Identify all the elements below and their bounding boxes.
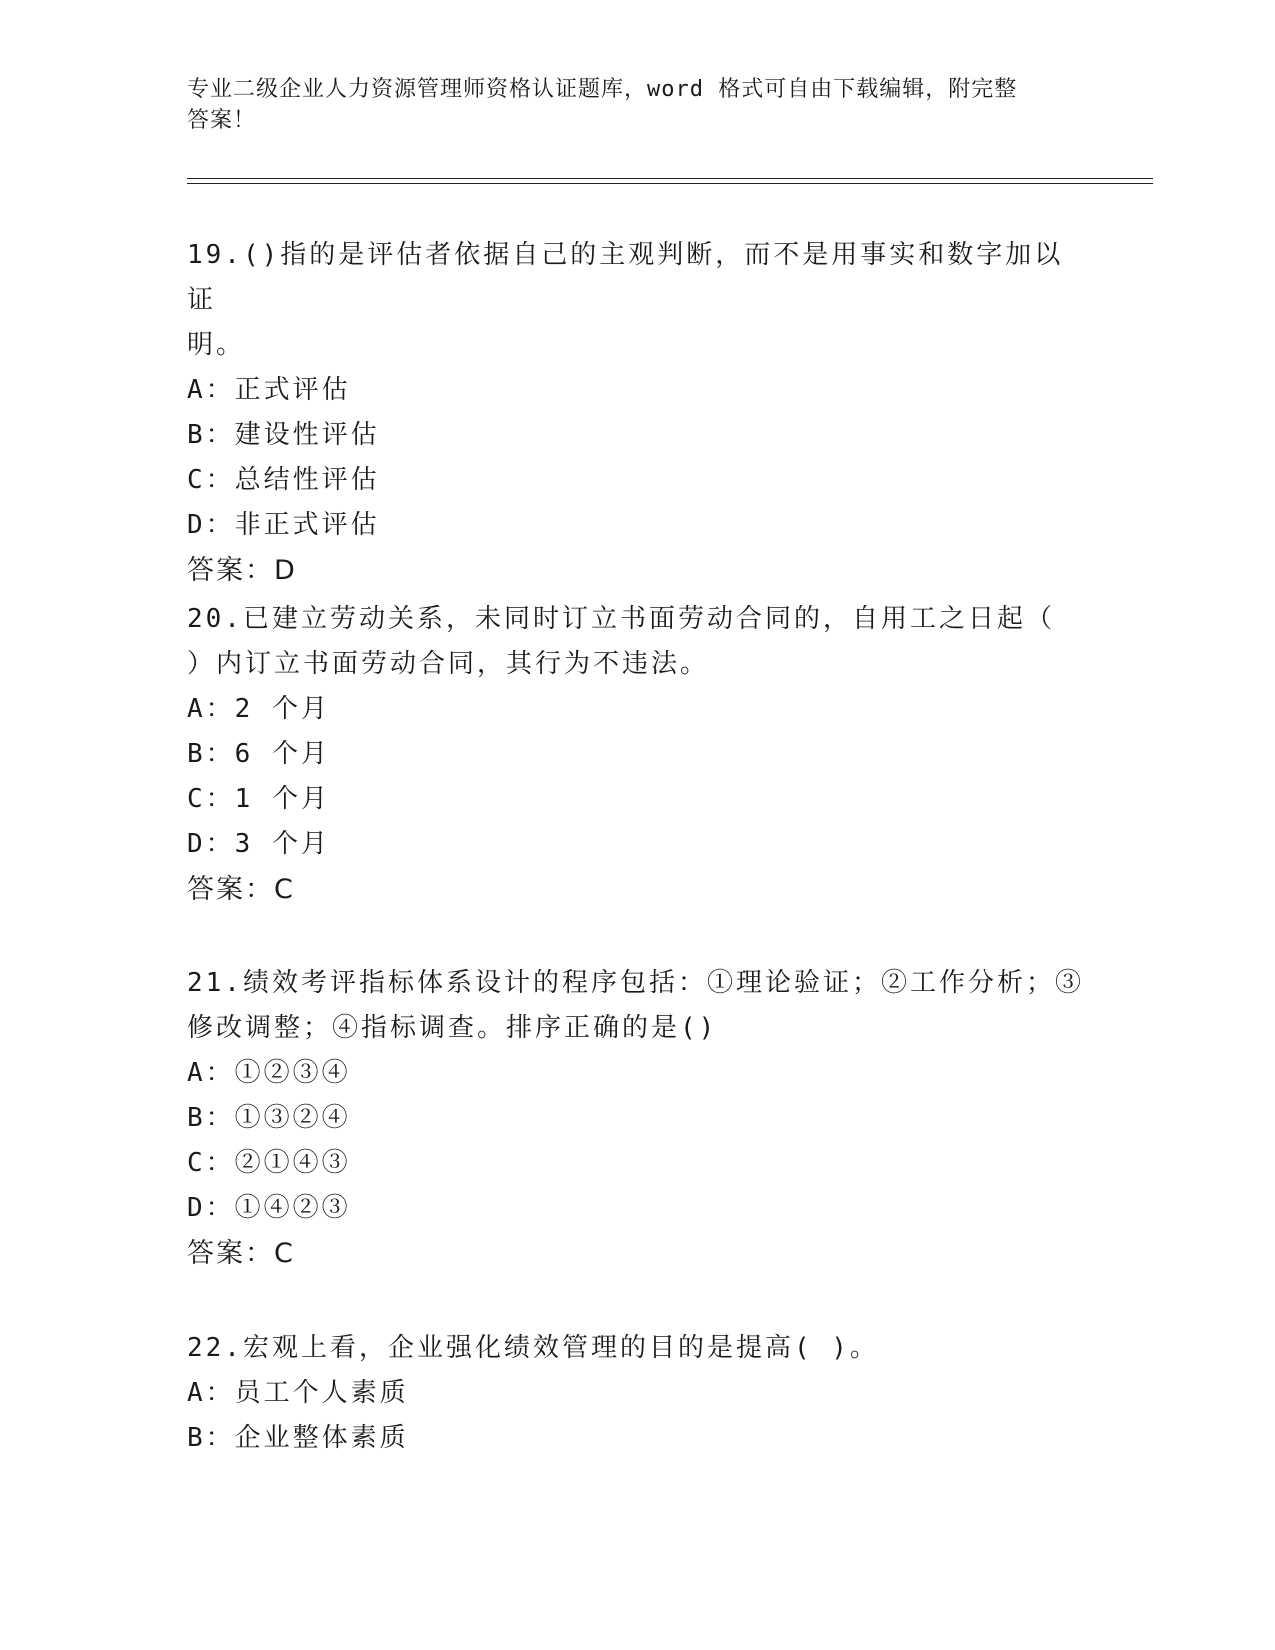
- question-stem-line-2: 明。: [187, 330, 246, 360]
- header-line-2: 答案！: [187, 108, 257, 133]
- question-stem-line-1: ()指的是评估者依据自己的主观判断，而不是用事实和数字加以证: [187, 240, 1064, 315]
- option-c: [187, 777, 1087, 822]
- option-c: [187, 1141, 1087, 1186]
- header-line-1: 专业二级企业人力资源管理师资格认证题库，word 格式可自由下载编辑，附完整: [187, 77, 1018, 102]
- option-text: 正式评估: [234, 375, 351, 405]
- option-key: C：: [187, 1148, 235, 1178]
- option-c: [187, 458, 1087, 503]
- option-key: C：: [187, 465, 235, 495]
- option-text: 6 个月: [234, 739, 330, 769]
- question-stem-line-2: ）内订立书面劳动合同，其行为不违法。: [187, 649, 710, 679]
- option-text: 非正式评估: [234, 510, 380, 540]
- question-stem-line-1: 绩效考评指标体系设计的程序包括：①理论验证；②工作分析；③: [242, 968, 1084, 998]
- question-number: 19.: [187, 240, 243, 270]
- question-number: 21.: [187, 968, 243, 998]
- question-stem-line-2: 修改调整；④指标调查。排序正确的是(): [187, 1013, 718, 1043]
- question-number: 22.: [187, 1333, 243, 1363]
- option-key: C：: [187, 784, 235, 814]
- option-key: D：: [187, 1193, 235, 1223]
- option-b: [187, 413, 1087, 458]
- answer-line: 答案：D: [187, 555, 297, 586]
- option-text: 建设性评估: [234, 420, 380, 450]
- option-b: [187, 1096, 1087, 1141]
- option-d: [187, 822, 1087, 867]
- option-key: A：: [187, 375, 235, 405]
- option-text: 企业整体素质: [234, 1423, 409, 1453]
- answer-line: 答案：C: [187, 874, 295, 905]
- option-b: [187, 732, 1087, 777]
- option-text: 总结性评估: [234, 465, 380, 495]
- option-text: ①④②③: [234, 1193, 351, 1223]
- question-21: [187, 961, 1087, 1276]
- question-text: [187, 1326, 1087, 1371]
- option-a: [187, 368, 1087, 413]
- answer-line: 答案：C: [187, 1238, 295, 1269]
- question-text: [187, 597, 1087, 642]
- option-b: [187, 1416, 1087, 1461]
- question-22: [187, 1326, 1087, 1461]
- option-text: ②①④③: [234, 1148, 351, 1178]
- option-a: [187, 687, 1087, 732]
- question-number: 20.: [187, 604, 243, 634]
- option-key: A：: [187, 694, 235, 724]
- header-divider-bottom: [187, 183, 1153, 184]
- option-key: D：: [187, 510, 235, 540]
- option-a: [187, 1371, 1087, 1416]
- option-key: B：: [187, 1103, 235, 1133]
- option-text: 2 个月: [234, 694, 330, 724]
- question-text: [187, 961, 1087, 1006]
- question-19: [187, 233, 1087, 593]
- question-stem-line-1: 宏观上看，企业强化绩效管理的目的是提高( )。: [242, 1333, 879, 1363]
- option-text: ①②③④: [234, 1058, 351, 1088]
- option-key: A：: [187, 1058, 235, 1088]
- option-d: [187, 503, 1087, 548]
- option-key: D：: [187, 829, 235, 859]
- option-text: ①③②④: [234, 1103, 351, 1133]
- option-d: [187, 1186, 1087, 1231]
- question-stem-line-1: 已建立劳动关系，未同时订立书面劳动合同的，自用工之日起（: [242, 604, 1055, 634]
- question-text: [187, 233, 1087, 323]
- option-key: B：: [187, 1423, 235, 1453]
- option-a: [187, 1051, 1087, 1096]
- question-20: [187, 597, 1087, 912]
- option-text: 3 个月: [234, 829, 330, 859]
- option-key: B：: [187, 739, 235, 769]
- document-header: [187, 74, 1067, 136]
- option-text: 员工个人素质: [234, 1378, 409, 1408]
- header-divider-top: [187, 178, 1153, 179]
- option-text: 1 个月: [234, 784, 330, 814]
- option-key: A：: [187, 1378, 235, 1408]
- option-key: B：: [187, 420, 235, 450]
